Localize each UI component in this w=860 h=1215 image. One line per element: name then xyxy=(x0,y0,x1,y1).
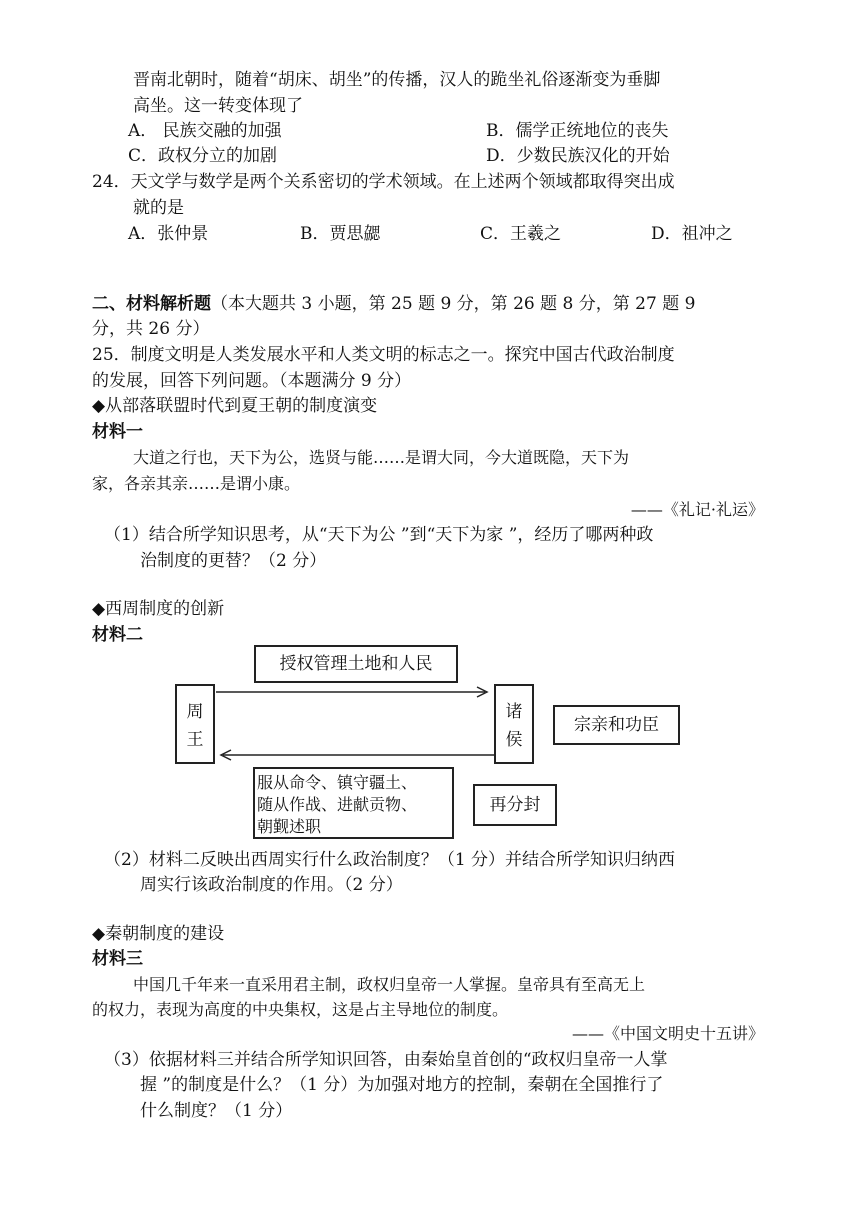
material3-text-line2: 的权力，表现为高度的中央集权，这是占主导地位的制度。 xyxy=(92,1000,509,1019)
q23-stem-line2: 高坐。这一转变体现了 xyxy=(133,96,303,116)
q25-2-line2: 周实行该政治制度的作用。（2 分） xyxy=(140,875,403,895)
q23-stem-line1: 晋南北朝时，随着“胡床、胡坐”的传播，汉人的跪坐礼俗逐渐变为垂脚 xyxy=(133,70,661,90)
material3-text-line1: 中国几千年来一直采用君主制，政权归皇帝一人掌握。皇帝具有至高无上 xyxy=(133,975,646,994)
diagram-zhouwang-box xyxy=(175,684,215,764)
q23-option-b: B．儒学正统地位的丧失 xyxy=(486,121,669,141)
material1-text-line1: 大道之行也，天下为公，选贤与能……是谓大同，今大道既隐，天下为 xyxy=(133,448,630,467)
q23-option-d: D．少数民族汉化的开始 xyxy=(486,146,670,166)
obligations-line1: 服从命令、镇守疆土、 xyxy=(257,773,418,792)
q25-2-line1: （2）材料二反映出西周实行什么政治制度？（1 分）并结合所学知识归纳西 xyxy=(104,850,676,870)
q25-3-line3: 什么制度？（1 分） xyxy=(140,1101,293,1121)
q23-option-a: A． 民族交融的加强 xyxy=(128,121,282,141)
section2-desc-line2: 分，共 26 分） xyxy=(92,319,210,339)
section2-title: 二、材料解析题 xyxy=(92,294,211,314)
q25-1-line1: （1）结合所学知识思考，从“天下为公 ”到“天下为家 ”，经历了哪两种政 xyxy=(104,525,654,545)
zhouwang-char2: 王 xyxy=(186,730,204,750)
q23-option-c: C．政权分立的加剧 xyxy=(128,146,278,166)
q25-3-line1: （3）依据材料三并结合所学知识回答，由秦始皇首创的“政权归皇帝一人掌 xyxy=(104,1050,668,1070)
q24-option-d: D．祖冲之 xyxy=(651,224,733,244)
section2-header xyxy=(92,296,695,313)
diagram-top-box: 授权管理土地和人民 xyxy=(254,645,458,683)
material1-source: ——《礼记·礼运》 xyxy=(630,500,764,519)
q25-3-line2: 握 ”的制度是什么？（1 分）为加强对地方的控制，秦朝在全国推行了 xyxy=(140,1075,664,1095)
zhuhou-char1: 诸 xyxy=(505,702,523,722)
diagram-refeoff-box: 再分封 xyxy=(473,784,557,826)
zhouwang-char1: 周 xyxy=(186,702,204,722)
material1-label: 材料一 xyxy=(92,422,143,442)
material2-label: 材料二 xyxy=(92,625,143,645)
q25-stem-line1: 25．制度文明是人类发展水平和人类文明的标志之一。探究中国古代政治制度 xyxy=(92,345,675,365)
q24-option-c: C．王羲之 xyxy=(480,224,562,244)
q24-option-b: B．贾思勰 xyxy=(300,224,381,244)
part2-heading: ◆西周制度的创新 xyxy=(92,599,225,619)
material3-source: ——《中国文明史十五讲》 xyxy=(571,1024,764,1043)
zhuhou-char2: 侯 xyxy=(505,730,523,750)
material1-text-line2: 家，各亲其亲……是谓小康。 xyxy=(92,474,301,493)
obligations-line2: 随从作战、进献贡物、 xyxy=(257,795,418,814)
q24-stem-line2: 就的是 xyxy=(133,198,184,218)
diagram-obligations-box xyxy=(253,767,454,839)
diagram-arrows xyxy=(215,684,495,764)
q24-option-a: A．张仲景 xyxy=(128,224,209,244)
part3-heading: ◆秦朝制度的建设 xyxy=(92,924,225,944)
diagram-zhuhou-box xyxy=(494,684,534,764)
material3-label: 材料三 xyxy=(92,949,143,969)
obligations-line3: 朝觐述职 xyxy=(257,817,322,836)
diagram-kin-box: 宗亲和功臣 xyxy=(553,705,680,745)
q25-stem-line2: 的发展，回答下列问题。（本题满分 9 分） xyxy=(92,371,412,391)
q24-stem-line1: 24．天文学与数学是两个关系密切的学术领域。在上述两个领域都取得突出成 xyxy=(92,172,675,192)
section2-desc-line1: （本大题共 3 小题，第 25 题 9 分，第 26 题 8 分，第 27 题 9 xyxy=(211,294,696,314)
q25-1-line2: 治制度的更替？（2 分） xyxy=(140,551,327,571)
part1-heading: ◆从部落联盟时代到夏王朝的制度演变 xyxy=(92,396,378,416)
